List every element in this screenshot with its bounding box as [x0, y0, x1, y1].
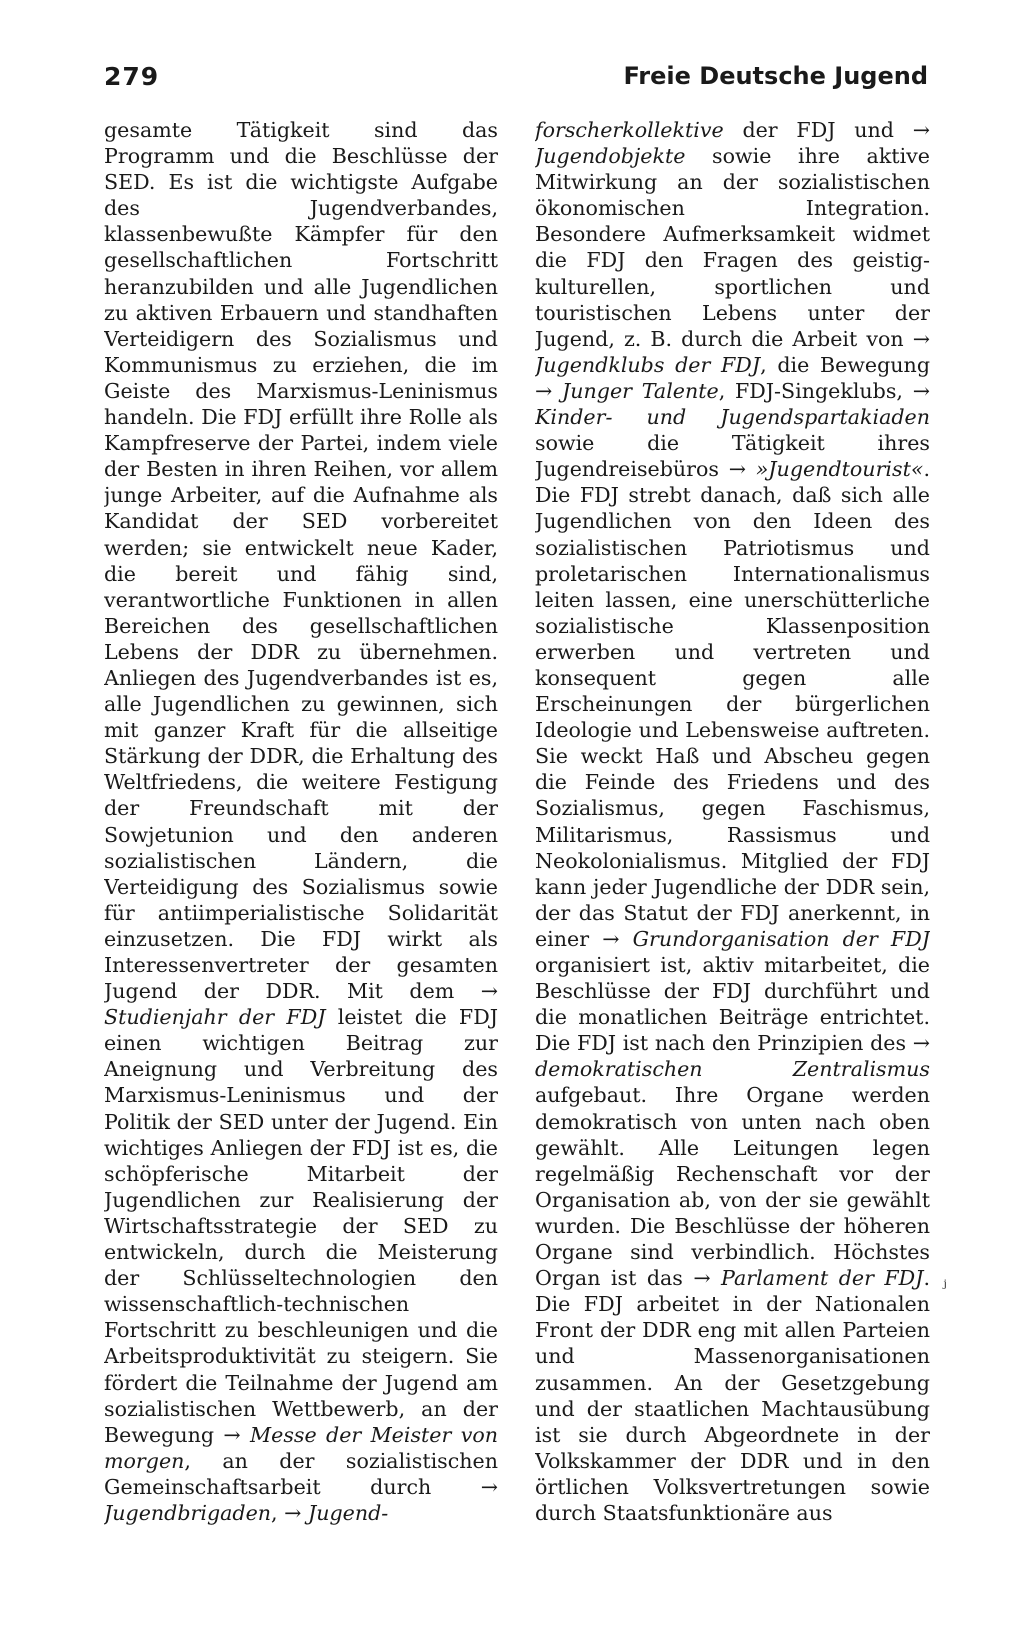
body-text: . Die FDJ strebt danach, daß sich alle Jugendlichen von den Ideen des sozialistischen Patriotismus und proletarischen Internationalismus leiten lassen, eine unerschütterliche sozialistische Klassenposition erwerben und vertreten und konsequent gegen alle Erscheinungen der bürgerlichen Ideologie und Lebensweise auftreten. Sie weckt Haß und Abscheu gegen die Feinde des Friedens und des Sozialismus, gegen Faschismus, Militarismus, Rassismus und Neokolonialismus. Mitglied der FDJ kann jeder Jugendliche der DDR sein, der das Statut der FDJ anerkennt, in einer — [535, 457, 930, 951]
cross-reference-arrow: → — [693, 1266, 711, 1291]
page-number: 279 — [104, 62, 160, 91]
cross-reference: Jugend- — [301, 1500, 389, 1525]
cross-reference-arrow: → — [284, 1500, 302, 1525]
cross-reference: forscherkollektive — [535, 118, 724, 142]
body-text: sowie ihre aktive Mitwirkung an der sozialistischen ökonomischen Integration. Besondere Aufmerksamkeit widmet die FDJ den Fragen des geistig-kulturellen, sportlichen und touristischen Lebens unter der Jugend, z. B. durch die Arbeit von — [535, 144, 930, 351]
cross-reference: Grundorganisation der FDJ — [619, 926, 930, 951]
cross-reference-arrow: → — [223, 1422, 241, 1447]
body-text: , die Bewegung — [760, 352, 930, 377]
cross-reference-arrow: → — [912, 378, 930, 403]
body-text: leistet die FDJ einen wichtigen Beitrag zur Aneignung und Verbreitung des Marxismus-Leninismus und der Politik der SED unter der Jugend. Ein wichtiges Anliegen der FDJ ist es, die schöpferische Mitarbeit der Jugendlichen zur Realisierung der Wirtschaftsstrategie der SED zu entwickeln, durch die Meisterung der Schlüsseltechnologien den wissenschaftlich-technischen Fortschritt zu beschleunigen und die Arbeitsproduktivität zu steigern. Sie fördert die Teilnahme der Jugend am sozialistischen Wettbewerb, an der Bewegung — [104, 1005, 498, 1447]
cross-reference: Jugendobjekte — [535, 144, 686, 169]
body-text: gesamte Tätigkeit sind das Programm und die Beschlüsse der SED. Es ist die wichtigste Aufgabe des Jugendverbandes, klassenbewußte Kämpfer für den gesellschaftlichen Fortschritt heranzubilden und alle Jugendlichen zu aktiven Erbauern und standhaften Verteidigern des Sozialismus und Kommunismus zu erziehen, die im Geiste des Marxismus-Leninismus handeln. Die FDJ erfüllt ihre Rolle als Kampfreserve der Partei, indem viele der Besten in ihren Reihen, vor allem junge Arbeiter, auf die Aufnahme als Kandidat der SED vorbereitet werden; sie entwickelt neue Kader, die bereit und fähig sind, verantwortliche Funktionen in allen Bereichen des gesellschaftlichen Lebens der DDR zu übernehmen. Anliegen des Jugendverbandes ist es, alle Jugendlichen zu gewinnen, sich mit ganzer Kraft für die allseitige Stärkung der DDR, die Erhaltung des Weltfriedens, die weitere Festigung der Freundschaft mit der Sowjetunion und den anderen sozialistischen Ländern, die Verteidigung des Sozialismus sowie für antiimperialistische Solidarität einzusetzen. Die FDJ wirkt als Interessenvertreter der gesamten Jugend der DDR. Mit dem — [104, 118, 498, 1004]
cross-reference-arrow: → — [912, 1031, 930, 1056]
margin-mark: ʲ — [942, 1277, 947, 1298]
left-column — [104, 117, 498, 1532]
cross-reference-arrow: → — [480, 1474, 498, 1499]
running-head: Freie Deutsche Jugend — [623, 62, 928, 90]
cross-reference-arrow: → — [912, 118, 930, 142]
cross-reference: Jugendbrigaden — [104, 1500, 272, 1525]
cross-reference-arrow: → — [602, 926, 620, 951]
body-text: , an der sozialistischen Gemeinschaftsarbeit durch — [104, 1448, 498, 1499]
cross-reference: »Jugendtourist« — [745, 457, 924, 482]
body-text: . Die FDJ arbeitet in der Nationalen Front der DDR eng mit allen Parteien und Massenorganisationen zusammen. An der Gesetzgebung und der staatlichen Machtausübung ist sie durch Abgeordnete in der Volkskammer der DDR und in den örtlichen Volksvertretungen sowie durch Staatsfunktionäre aus — [535, 1266, 930, 1525]
cross-reference: Junger Talente — [552, 378, 719, 403]
body-text: aufgebaut. Ihre Organe werden demokratisch von unten nach oben gewählt. Alle Leitungen legen regelmäßig Rechenschaft vor der Organisation ab, von der sie gewählt wurden. Die Beschlüsse der höheren Organe sind verbindlich. Höchstes Organ ist das — [535, 1083, 930, 1291]
cross-reference: demokratischen Zentralismus — [535, 1057, 930, 1082]
cross-reference: Parlament der FDJ — [710, 1266, 924, 1291]
body-text: der FDJ und — [723, 118, 913, 142]
body-text: , FDJ-Singeklubs, — [718, 378, 913, 403]
body-text: organisiert ist, aktiv mitarbeitet, die Beschlüsse der FDJ durchführt und die monatlichen Beiträge entrichtet. Die FDJ ist nach den Prinzipien des — [535, 953, 930, 1056]
cross-reference-arrow: → — [912, 326, 930, 351]
cross-reference: Jugendklubs der FDJ — [535, 352, 761, 377]
right-column — [535, 117, 930, 1532]
cross-reference-arrow: → — [535, 378, 553, 403]
cross-reference-arrow: → — [728, 457, 746, 482]
page-header — [104, 62, 928, 102]
cross-reference: Messe der Meister von morgen — [104, 1422, 498, 1473]
body-text: , — [271, 1500, 285, 1525]
cross-reference-arrow: → — [480, 979, 498, 1004]
cross-reference: Studienjahr der FDJ — [104, 1005, 326, 1030]
body-text: sowie die Tätigkeit ihres Jugendreisebüros — [535, 431, 930, 482]
right-column-text — [535, 117, 930, 1526]
cross-reference: Kinder- und Jugendspartakiaden — [535, 405, 930, 430]
left-column-text — [104, 117, 498, 1526]
